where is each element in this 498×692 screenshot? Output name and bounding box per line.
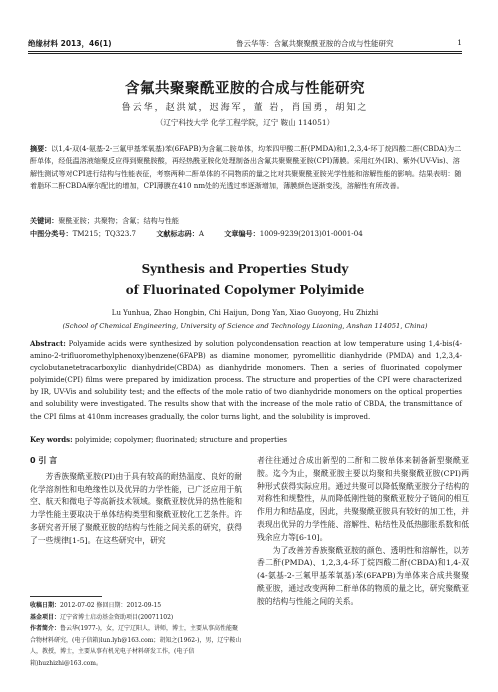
journal-name: 绝缘材料 2013，46(1) [28, 39, 112, 48]
article-number-label: 文章编号： [224, 229, 260, 238]
running-header [28, 38, 462, 52]
chinese-title: 含氟共聚聚酰亚胺的合成与性能研究 [125, 81, 365, 97]
english-authors: Lu Yunhua, Zhao Hongbin, Chi Haijun, Dong Yan, Xiao Guoyong, Hu Zhizhi [111, 309, 379, 317]
english-abstract-label: Abstract: [30, 339, 66, 348]
classification-line [30, 229, 462, 239]
chinese-keywords-label: 关键词： [30, 216, 59, 225]
chinese-abstract [30, 143, 462, 192]
header-rule-thick [28, 51, 462, 52]
english-title [28, 259, 462, 301]
fund-text: 辽宁省博士启动基金资助项目(20071102) [60, 613, 174, 621]
english-title-line-2: of Fluorinated Copolymer Polyimide [125, 283, 365, 297]
english-keywords [30, 435, 462, 444]
intro-paragraph-continued: 者往往通过合成出新型的二酐和二胺单体来制备新型聚酰亚胺。迄今为止，聚酰亚胺主要以均聚和共聚聚酰亚胺(CPI)两种形式获得实际应用。通过共聚可以降低聚酰亚胺分子结构的对称性和规整性，从而降低刚性链的聚酰亚胺分子链间的相互作用力和结晶度，因此，共聚聚酰亚胺具有较好的加工性，并表现出优异的力学性能、溶解性、粘结性及低热膨胀系数和低残余应力等[6-10]。 [257, 456, 469, 542]
english-abstract [30, 338, 462, 423]
fund-line [30, 612, 242, 624]
left-column [30, 455, 242, 548]
chinese-keywords-text: 聚酰亚胺；共聚物；含氟；结构与性能 [58, 216, 179, 225]
chinese-affiliation: （辽宁科技大学 化学工程学院，辽宁 鞍山 114051） [155, 118, 335, 127]
english-keywords-label: Key words: [30, 435, 73, 444]
fund-label: 基金项目： [30, 613, 61, 621]
received-line [30, 600, 242, 612]
section-heading: 0 引 言 [30, 456, 58, 465]
received-dates: 2012-07-02 修回日期：2012-09-15 [60, 602, 162, 609]
intro-paragraph-right: 为了改善芳香族聚酰亚胺的颜色、透明性和溶解性，以芳香二酐(PMDA)、1,2,3,4-环丁烷四酸二酐(CBDA)和1,4-双(4-氨基-2-三氟甲基苯氧基)苯(6FAPB)为单体来合成共聚聚酰亚胺，通过改变两种二酐单体的物质的量之比，研究聚酰亚胺的结构与性能之间的关系。 [257, 545, 469, 606]
doc-code-value: A [198, 229, 204, 238]
author-bio-line [30, 623, 242, 669]
page-number: 1 [457, 38, 462, 47]
running-title: 鲁云华等：含氟共聚聚酰亚胺的合成与性能研究 [236, 39, 394, 48]
chinese-authors: 鲁云华，赵洪斌，迟海军，董 岩，肖国勇，胡知之 [121, 103, 369, 113]
header-rule-thin [28, 53, 462, 54]
english-affiliation: (School of Chemical Engineering, University of Science and Technology Liaoning, Anshan 114051, China) [62, 322, 428, 330]
english-keywords-text: polyimide; copolymer; fluorinated; structure and properties [72, 436, 287, 444]
chinese-abstract-text: 以1,4-双(4-氨基-2-三氟甲基苯氧基)苯(6FAPB)为含氟二胺单体，均苯四甲酸二酐(PMDA)和1,2,3,4-环丁烷四酸二酐(CBDA)为二酐单体，经低温溶液缩聚反应得到聚酰胺酸，再经热酰亚胺化处理制备出含氟共聚聚酰亚胺(CPI)薄膜。采用红外(IR)、紫外(UV-Vis)、溶解性测试等对CPI进行结构与性能表征，考察两种二酐单体的不同物质的量之比对共聚聚酰亚胺光学性能和溶解性能的影响。结果表明：随着脂环二酐CBDA摩尔配比的增加，CPI薄膜在410 nm处的光透过率逐渐增加，薄膜颜色逐渐变浅，溶解性有所改善。 [30, 144, 462, 190]
received-label: 收稿日期： [30, 602, 61, 609]
doc-code-label: 文献标志码： [156, 229, 199, 238]
clc-value: TM215；TQ323.7 [72, 229, 137, 238]
footnote-rule [30, 596, 102, 597]
author-bio-label: 作者简介： [30, 625, 61, 633]
english-abstract-text: Polyamide acids were synthesized by solution polycondensation reaction at low temperature using 1,4-bis(4-amino-2-trifluoromethylphenoxy)benzene(6FAPB) as diamine monomer, pyromellitic dianhydride (PMDA) and 1,2,3,4-cyclobutanetetracarboxylic dianhydride(CBDA) as dianhydride monomers. Then a series of fluorinated copolymer polyimide(CPI) films were prepared by imidization process. The structure and properties of the CPI were characterized by IR, UV-Vis and solubility test; and the effects of the mole ratio of two dianhydride monomers on the optical properties and solubility were investigated. The results show that with the increase of the mole ratio of CBDA, the transmittance of the CPI films at 410nm increases gradually, the color turns light, and the solubility is improved. [30, 340, 462, 421]
author-bio-text: 鲁云华(1977-)，女，辽宁辽阳人，讲师，博士，主要从事高性能聚合物材料研究，(电子信箱)lun.lyh@163.com；胡知之(1962-)，男，辽宁鞍山人，教授，博士，主要从事有机光电子材料研发工作，(电子信箱)huzhizhi@163.com。 [30, 625, 242, 667]
chinese-keywords [30, 216, 462, 226]
chinese-abstract-label: 摘要： [30, 144, 52, 153]
right-column [257, 455, 469, 609]
clc-label: 中图分类号： [30, 229, 73, 238]
intro-paragraph-left: 芳香族聚酰亚胺(PI)由于具有较高的耐热温度、良好的耐化学溶剂性和电绝缘性以及优异的力学性能，已广泛应用于航空、航天和微电子等高新技术领域。聚酰亚胺优异的热性能和力学性能主要取决于单体结构类型和聚酰亚胺化工艺条件。许多研究者开展了聚酰亚胺的结构与性能之间关系的研究，获得了一些规律[1-5]。在这些研究中，研究 [30, 471, 242, 545]
footnote [30, 600, 242, 670]
article-number-value: 1009-9239(2013)01-0001-04 [259, 229, 363, 238]
english-title-line-1: Synthesis and Properties Study [141, 262, 349, 276]
